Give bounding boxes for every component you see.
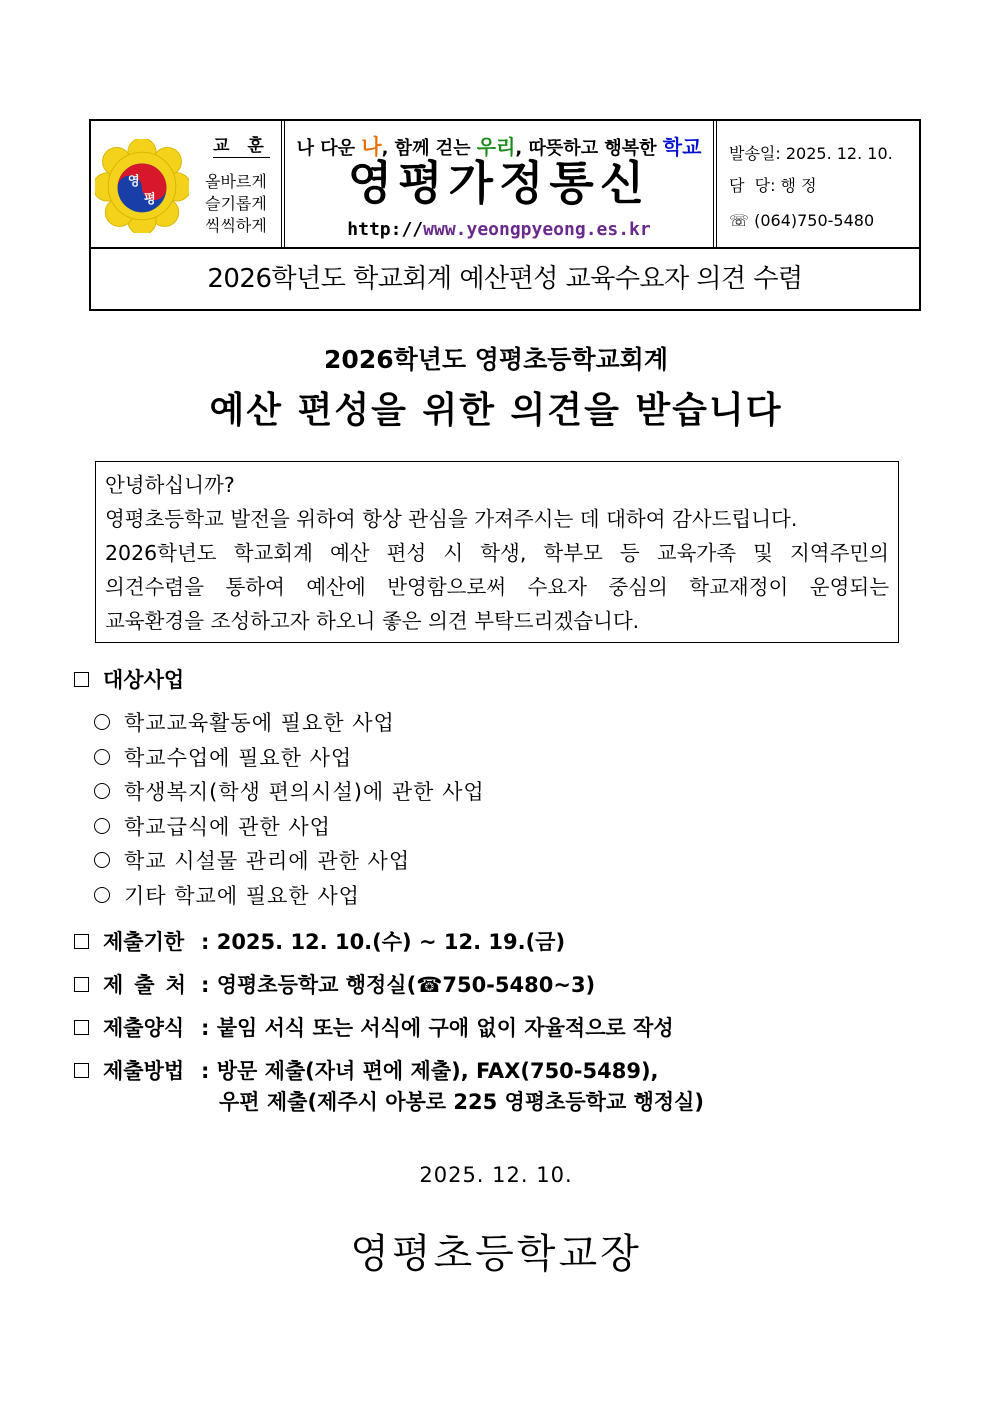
- checkbox-square-icon: [74, 672, 89, 687]
- list-item-text: 학교수업에 필요한 사업: [124, 745, 353, 770]
- list-item: [94, 879, 485, 914]
- slogan-part: , 함께 걷는: [381, 138, 477, 159]
- emblem-char-1: 영: [127, 174, 140, 189]
- slogan-part: 나 다운: [296, 138, 362, 159]
- deadline-row: [74, 926, 565, 956]
- slogan-part: , 따뜻하고 행복한: [515, 138, 663, 159]
- phone-number: ☏ (064)750-5480: [729, 211, 875, 230]
- notice-title-line1: 2026학년도 영평초등학교회계: [324, 345, 668, 374]
- url-prefix: http://: [347, 219, 424, 240]
- list-item-text: 학교교육활동에 필요한 사업: [124, 711, 395, 735]
- list-item-text: 학생복지(학생 편의시설)에 관한 사업: [124, 780, 485, 804]
- masthead-cell: [281, 121, 717, 247]
- circle-bullet-icon: [94, 852, 110, 868]
- school-website-link[interactable]: [285, 219, 713, 240]
- slogan-word-uri: 우리: [476, 135, 516, 159]
- newsletter-name: 영평가정통신: [347, 156, 651, 210]
- target-items-list: [94, 706, 485, 913]
- circle-bullet-icon: [94, 783, 110, 799]
- list-item-text: 학교급식에 관한 사업: [124, 814, 331, 839]
- motto-line: 씩씩하게: [205, 216, 267, 235]
- emblem-char-2: 평: [143, 191, 156, 206]
- method-label: 제출방법: [103, 1059, 185, 1083]
- greeting-line: 영평초등학교 발전을 위하여 항상 관심을 가져주시는 데 대하여 감사드립니다.: [105, 507, 798, 531]
- motto-lines: [205, 171, 267, 237]
- list-item: [94, 810, 485, 845]
- circle-bullet-icon: [94, 887, 110, 903]
- motto-title: 교 훈: [213, 136, 270, 156]
- list-item-text: 기타 학교에 필요한 사업: [124, 883, 360, 908]
- motto-line: 올바르게: [205, 172, 267, 191]
- issue-date: 2025. 12. 10.: [419, 1163, 573, 1187]
- form-label: 제출양식: [103, 1016, 185, 1040]
- place-label: 제출처: [103, 973, 197, 997]
- target-section-heading: [74, 664, 184, 694]
- checkbox-square-icon: [74, 934, 89, 949]
- circle-bullet-icon: [94, 818, 110, 834]
- method-value-continued: 우편 제출(제주시 아봉로 225 영평초등학교 행정실): [219, 1090, 705, 1114]
- target-heading-label: 대상사업: [103, 668, 185, 692]
- greeting-line: 안녕하십니까?: [105, 473, 235, 497]
- newsletter-header: [89, 119, 921, 311]
- school-motto-cell: [91, 121, 281, 247]
- form-row: [74, 1012, 674, 1042]
- slogan-word-school: 학교: [662, 135, 702, 159]
- list-item: [94, 775, 485, 810]
- notice-title-line2: 예산 편성을 위한 의견을 받습니다: [209, 390, 783, 431]
- greeting-box: [95, 461, 899, 643]
- greeting-line: 의견수렴을 통하여 예산에 반영함으로써 수요자 중심의 학교재정이 운영되는: [105, 575, 889, 599]
- method-value: : 방문 제출(자녀 편에 제출), FAX(750-5489),: [201, 1059, 659, 1083]
- list-item: [94, 844, 485, 879]
- circle-bullet-icon: [94, 749, 110, 765]
- form-value: : 붙임 서식 또는 서식에 구애 없이 자율적으로 작성: [201, 1016, 674, 1040]
- issue-info-cell: [717, 121, 919, 247]
- send-date: 발송일: 2025. 12. 10.: [729, 144, 893, 163]
- place-value: : 영평초등학교 행정실(☎750-5480~3): [201, 973, 596, 997]
- slogan-word-na: 나: [361, 135, 382, 159]
- motto-line: 슬기롭게: [205, 194, 267, 213]
- url-host: www.yeongpyeong.es.kr: [423, 219, 651, 240]
- greeting-line: 교육환경을 조성하고자 하오니 좋은 의견 부탁드리겠습니다.: [105, 609, 640, 633]
- greeting-line: 2026학년도 학교회계 예산 편성 시 학생, 학부모 등 교육가족 및 지역주민의: [105, 541, 889, 565]
- list-item: [94, 741, 485, 776]
- checkbox-square-icon: [74, 977, 89, 992]
- list-item: [94, 706, 485, 741]
- school-emblem-icon: [95, 139, 189, 233]
- list-item-text: 학교 시설물 관리에 관한 사업: [124, 849, 411, 873]
- checkbox-square-icon: [74, 1020, 89, 1035]
- notice-subject: 2026학년도 학교회계 예산편성 교육수요자 의견 수렴: [207, 264, 803, 294]
- circle-bullet-icon: [94, 714, 110, 730]
- checkbox-square-icon: [74, 1063, 89, 1078]
- method-row: [74, 1055, 659, 1085]
- deadline-value: : 2025. 12. 10.(수) ~ 12. 19.(금): [201, 930, 566, 954]
- principal-signature: 영평초등학교장: [350, 1231, 642, 1277]
- manager: 담 당: 행 정: [729, 176, 817, 195]
- deadline-label: 제출기한: [103, 930, 185, 954]
- header-top-row: [91, 121, 919, 249]
- place-row: [74, 969, 595, 999]
